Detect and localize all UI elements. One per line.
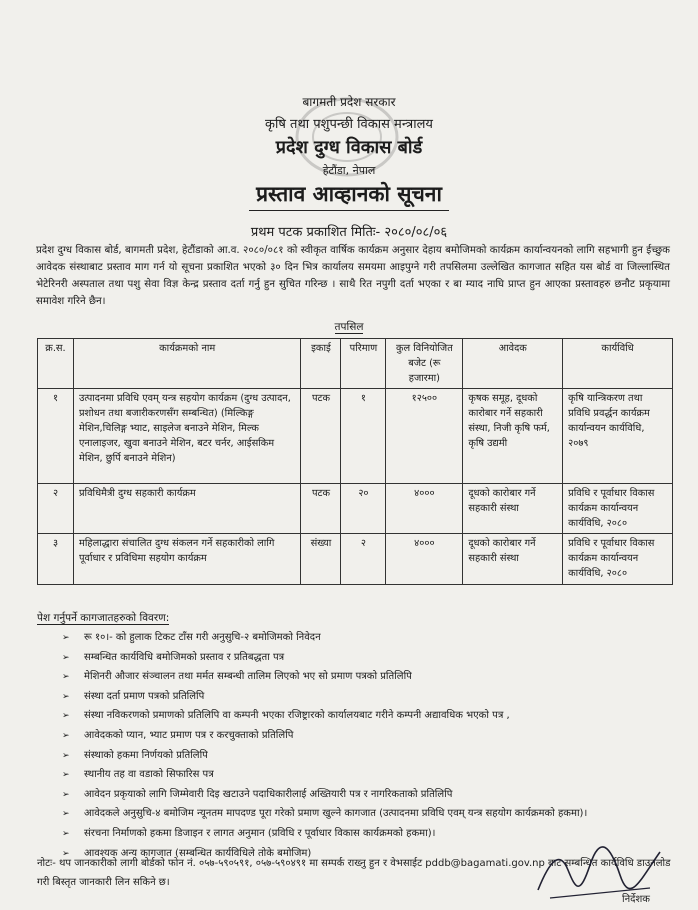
table-caption: तपसिल [334, 321, 364, 333]
arrow-bullet-icon: ➢ [62, 672, 70, 683]
cell-procedure: प्रविधि र पूर्वाधार विकास कार्यक्रम कार्यान्वयन कार्यविधि, २०८० [563, 534, 673, 585]
cell-program: महिलाद्धारा संचालित दुग्ध संकलन गर्ने सहकारीको लागि पूर्वाधार र प्रविधिमा सहयोग कार्यक्रम [73, 534, 301, 585]
programs-table [37, 338, 673, 585]
arrow-bullet-icon: ➢ [62, 848, 70, 859]
arrow-bullet-icon: ➢ [62, 711, 70, 722]
cell-budget: १२५०० [386, 389, 463, 484]
cell-procedure: प्रविधि र पूर्वाधार विकास कार्यक्रम कार्यान्वयन कार्यविधि, २०८० [563, 484, 673, 534]
cell-program: प्रविधिमैत्री दुग्ध सहकारी कार्यक्रम [73, 484, 301, 534]
arrow-bullet-icon: ➢ [62, 828, 70, 839]
col-sn: क्र.स. [38, 339, 74, 389]
list-item: ➢ आवश्यक अन्य कागजात (सम्बन्धित कार्यविधिले तोके बमोजिम) [62, 844, 682, 864]
list-item: ➢ आवेदकले अनुसुचि-४ बमोजिम न्यूनतम मापदण्ड पूरा गरेको प्रमाण खुल्ने कागजात (उत्पादनमा प्रविधि एवम् यन्त्र सहयोग कार्यक्रमको हकमा)। [62, 804, 682, 824]
col-budget: कुल विनियोजित बजेट (रू हजारमा) [386, 339, 463, 389]
note-text: नोटः- थप जानकारीको लागी बोर्डको फोन नं. ०५७-५९०५९१, ०५७-५९०४९१ मा सम्पर्क राख्नु हुन र वेभसाईट pddb@bagamati.gov.np बाट सम्बन्धित कार्यविधि डाउनलोड गरी बिस्तृत जानकारी लिन सकिने छ। [37, 858, 671, 888]
signature-icon [530, 840, 670, 904]
cell-sn: २ [38, 484, 74, 534]
col-program: कार्यक्रमको नाम [73, 339, 301, 389]
published-date: प्रथम पटक प्रकाशित मितिः- २०८०/०८/०६ [250, 225, 448, 240]
ministry-name: कृषि तथा पशुपन्छी विकास मन्त्रालय [265, 117, 433, 132]
cell-quantity: १ [341, 389, 386, 484]
arrow-bullet-icon: ➢ [62, 809, 70, 820]
cell-sn: १ [38, 389, 74, 484]
arrow-bullet-icon: ➢ [62, 750, 70, 761]
cell-applicant: कृषक समूह, दूधको कारोबार गर्ने सहकारी संस्था, निजी कृषि फर्म, कृषि उद्यमी [463, 389, 563, 484]
intro-paragraph: प्रदेश दुग्ध विकास बोर्ड, बागमती प्रदेश, हेटौंडाको आ.व. २०८०/०८१ को स्वीकृत वार्षिक कार्यक्रम अनुसार देहाय बमोजिमको कार्यक्रम कार्यान्वयनको लागि सहभागी हुन ईच्छुक आवेदक संस्थाबाट प्रस्ताव माग गर्न यो सूचना प्रकाशित भएको ३० दिन भित्र कार्यालय समयमा आइपुग्ने गरी तपसिलमा उल्लेखित कागजात सहित यस बोर्ड वा जिल्लास्थित भेटेरिनरी अस्पताल तथा पशु सेवा विज्ञ केन्द्र प्रस्ताव दर्ता गर्नु हुन सुचित गरिन्छ । साथै रित नपुगी दर्ता भएका र बा म्याद नाघि प्राप्त हुन आएका प्रस्तावहरु छनौट प्रकृयामा समावेश गरिने छैन। [36, 245, 670, 307]
svg-text:निर्देशक: निर्देशक [622, 894, 650, 904]
arrow-bullet-icon: ➢ [62, 691, 70, 702]
table-header-row [38, 339, 673, 389]
cell-sn: ३ [38, 534, 74, 585]
government-name: बागमती प्रदेश सरकार [302, 95, 396, 109]
list-item: ➢ सम्बन्धित कार्यविधि बमोजिमको प्रस्ताव र प्रतिबद्धता पत्र [62, 648, 682, 668]
cell-unit: संख्या [301, 534, 341, 585]
cell-unit: पटक [301, 389, 341, 484]
arrow-bullet-icon: ➢ [62, 633, 70, 643]
list-item: ➢ संस्था नविकरणको प्रमाणको प्रतिलिपि वा कम्पनी भएका रजिष्ट्रारको कार्यालयबाट गरीने कम्पनी अद्यावधिक भएको पत्र , [62, 706, 682, 726]
col-procedure: कार्यविधि [563, 339, 673, 389]
list-item: ➢ संस्थाको हकमा निर्णयको प्रतिलिपि [62, 746, 682, 766]
board-name: प्रदेश दुग्ध विकास बोर्ड [275, 137, 423, 158]
arrow-bullet-icon: ➢ [62, 789, 70, 800]
cell-applicant: दूधको कारोबार गर्ने सहकारी संस्था [463, 534, 563, 585]
list-item: ➢ संस्था दर्ता प्रमाण पत्रको प्रतिलिपि [62, 687, 682, 707]
board-address: हेटौंडा, नेपाल [322, 164, 376, 177]
table-row [38, 389, 673, 484]
cell-unit: पटक [301, 484, 341, 534]
list-item: ➢ स्थानीय तह वा वडाको सिफारिस पत्र [62, 765, 682, 785]
table-row [38, 484, 673, 534]
cell-budget: ४००० [386, 534, 463, 585]
arrow-bullet-icon: ➢ [62, 730, 70, 741]
col-unit: इकाई [301, 339, 341, 389]
list-item: ➢ मेशिनरी औजार संञ्चालन तथा मर्मत सम्बन्धी तालिम लिएको भए सो प्रमाण पत्रको प्रतिलिपि [62, 667, 682, 687]
list-item: ➢ आवेदकको प्यान, भ्याट प्रमाण पत्र र करचुक्ताको प्रतिलिपि [62, 726, 682, 746]
list-item: ➢ रू १०।- को हुलाक टिकट टाँस गरी अनुसुचि-२ बमोजिमको निवेदन [62, 628, 682, 648]
col-applicant: आवेदक [463, 339, 563, 389]
arrow-bullet-icon: ➢ [62, 770, 70, 781]
notice-title: प्रस्ताव आव्हानको सूचना [249, 180, 449, 211]
arrow-bullet-icon: ➢ [62, 652, 70, 663]
col-quantity: परिमाण [341, 339, 386, 389]
cell-quantity: २० [341, 484, 386, 534]
cell-program: उत्पादनमा प्रविधि एवम् यन्त्र सहयोग कार्यक्रम (दुग्ध उत्पादन, प्रशोधन तथा बजारीकरणसँग सम्बन्धित) (मिल्किङ्ग मेशिन,चिलिङ्ग भ्याट, साइलेज बनाउने मेशिन, मिल्क एनालाइजर, खुवा बनाउने मेशिन, बटर चर्नर, आईसकिम मेशिन, छुर्पि बनाउने मेशिन) [73, 389, 301, 484]
cell-budget: ४००० [386, 484, 463, 534]
documents-title: पेश गर्नुपर्ने कागजातहरुको विवरण: [37, 612, 170, 624]
list-item: ➢ आवेदन प्रकृयाको लागि जिम्मेवारी दिइ खटाउने पदाधिकारीलाई अख्तियारी पत्र र नागरिकताको प्रतिलिपि [62, 785, 682, 805]
table-row [38, 534, 673, 585]
cell-quantity: २ [341, 534, 386, 585]
list-item: ➢ संरचना निर्माणको हकमा डिजाइन र लागत अनुमान (प्रविधि र पूर्वाधार विकास कार्यक्रमको हकमा)। [62, 824, 682, 844]
cell-applicant: दूधको कारोबार गर्ने सहकारी संस्था [463, 484, 563, 534]
documents-list [62, 628, 682, 863]
cell-procedure: कृषि यान्त्रिकरण तथा प्रविधि प्रवर्द्धन कार्यक्रम कार्यान्वयन कार्यविधि, २०७९ [563, 389, 673, 484]
